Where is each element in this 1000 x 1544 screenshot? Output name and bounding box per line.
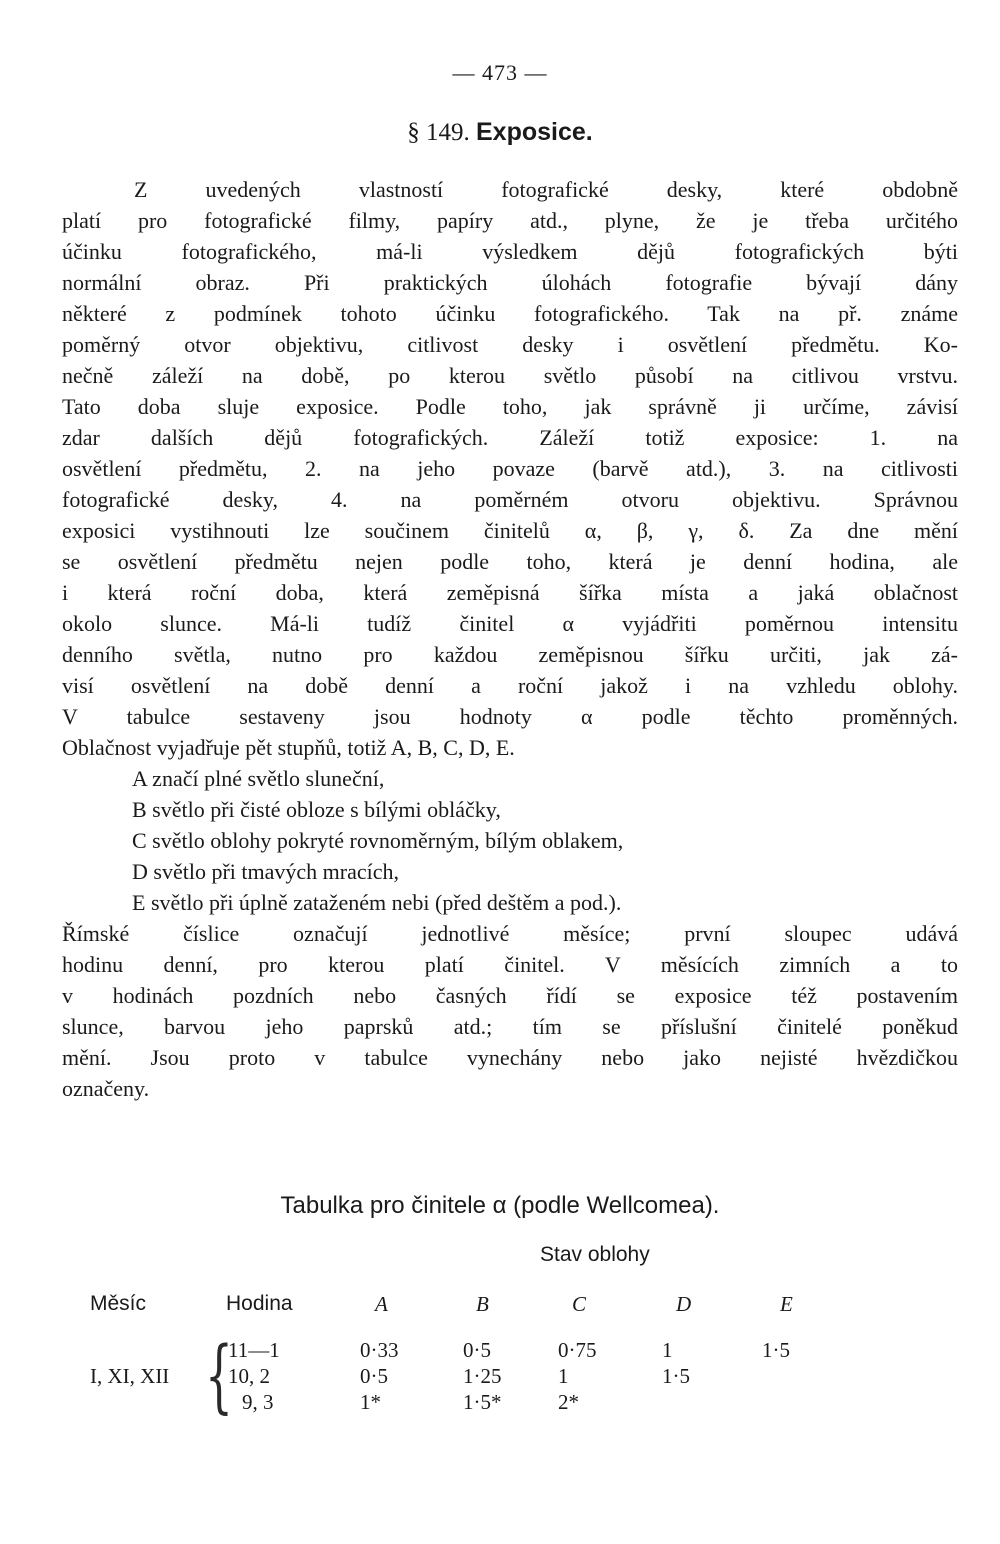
page-number: — 473 — bbox=[452, 60, 548, 85]
table-header-b: B bbox=[476, 1292, 489, 1316]
table-brace: { bbox=[205, 1329, 233, 1422]
table-cell-c: 0·75 bbox=[558, 1338, 597, 1362]
text-line: exposici vystihnouti lze součinem činitelů α, β, γ, δ. Za dne mění bbox=[62, 518, 958, 543]
paragraph-roman-numerals bbox=[62, 918, 958, 1104]
text-line: platí pro fotografické filmy, papíry atd., plyne, že je třeba určitého bbox=[62, 208, 958, 233]
table-cell-d: 1·5 bbox=[662, 1364, 690, 1388]
text-line: označeny. bbox=[62, 1076, 150, 1101]
table-cell-e: 1·5 bbox=[762, 1338, 790, 1362]
table-cell-a: 0·5 bbox=[360, 1364, 388, 1388]
table-month-cell: I, XI, XII bbox=[90, 1364, 170, 1388]
sky-condition-list bbox=[62, 763, 958, 918]
text-line: okolo slunce. Má-li tudíž činitel α vyjádřiti poměrnou intensitu bbox=[62, 611, 958, 636]
table-cell-d: 1 bbox=[662, 1338, 673, 1362]
table-header-a: A bbox=[375, 1292, 388, 1316]
section-title: Exposice. bbox=[476, 118, 593, 146]
table-header-month: Měsíc bbox=[90, 1292, 147, 1315]
table-cell-a: 1* bbox=[360, 1390, 381, 1414]
text-line: slunce, barvou jeho paprsků atd.; tím se příslušní činitelé poněkud bbox=[62, 1014, 958, 1039]
text-line: nečně záleží na době, po kterou světlo působí na citlivou vrstvu. bbox=[62, 363, 958, 388]
text-line: fotografické desky, 4. na poměrném otvoru objektivu. Správnou bbox=[62, 487, 958, 512]
text-line: poměrný otvor objektivu, citlivost desky i osvětlení předmětu. Ko- bbox=[62, 332, 958, 357]
text-line: Tato doba sluje exposice. Podle toho, jak správně ji určíme, závisí bbox=[62, 394, 958, 419]
table-header-c: C bbox=[572, 1292, 587, 1316]
table-cell-a: 0·33 bbox=[360, 1338, 399, 1362]
table-title: Tabulka pro činitele α (podle Wellcomea). bbox=[280, 1192, 720, 1219]
table-header-e: E bbox=[780, 1292, 793, 1316]
sky-condition-item: E světlo při úplně zataženém nebi (před deštěm a pod.). bbox=[132, 890, 622, 915]
sky-condition-item: A značí plné světlo sluneční, bbox=[132, 766, 385, 791]
table-cell-b: 1·25 bbox=[463, 1364, 502, 1388]
table-cell-b: 0·5 bbox=[463, 1338, 491, 1362]
sky-condition-item: B světlo při čisté obloze s bílými obláčky, bbox=[132, 797, 501, 822]
text-line: V tabulce sestaveny jsou hodnoty α podle těchto proměnných. bbox=[62, 704, 958, 729]
table-cell-c: 2* bbox=[558, 1390, 579, 1414]
table-header-d: D bbox=[676, 1292, 692, 1316]
text-line: zdar dalších dějů fotografických. Záleží totiž exposice: 1. na bbox=[62, 425, 958, 450]
text-line: Římské číslice označují jednotlivé měsíce; první sloupec udává bbox=[62, 921, 958, 946]
sky-condition-item: C světlo oblohy pokryté rovnoměrným, bílým oblakem, bbox=[132, 828, 624, 853]
text-line: denního světla, nutno pro každou zeměpisnou šířku určiti, jak zá- bbox=[62, 642, 958, 667]
table-cell-b: 1·5* bbox=[463, 1390, 502, 1414]
text-line: Oblačnost vyjadřuje pět stupňů, totiž A, B, C, D, E. bbox=[62, 735, 515, 760]
text-line: Z uvedených vlastností fotografické desky, které obdobně bbox=[134, 177, 958, 202]
section-number: § 149. bbox=[407, 119, 470, 146]
text-line: osvětlení předmětu, 2. na jeho povaze (barvě atd.), 3. na citlivosti bbox=[62, 456, 958, 481]
paragraph-exposure-intro bbox=[62, 174, 958, 763]
text-line: normální obraz. Při praktických úlohách fotografie bývají dány bbox=[62, 270, 958, 295]
text-line: visí osvětlení na době denní a roční jakož i na vzhledu oblohy. bbox=[62, 673, 958, 698]
sky-condition-item: D světlo při tmavých mracích, bbox=[132, 859, 399, 884]
text-line: mění. Jsou proto v tabulce vynechány nebo jako nejisté hvězdičkou bbox=[62, 1045, 958, 1070]
text-line: v hodinách pozdních nebo časných řídí se exposice též postavením bbox=[62, 983, 958, 1008]
text-line: účinku fotografického, má-li výsledkem dějů fotografických býti bbox=[62, 239, 958, 264]
text-line: některé z podmínek tohoto účinku fotografického. Tak na př. známe bbox=[62, 301, 958, 326]
table-group-header: Stav oblohy bbox=[540, 1243, 650, 1266]
text-line: i která roční doba, která zeměpisná šířka místa a jaká oblačnost bbox=[62, 580, 958, 605]
text-line: se osvětlení předmětu nejen podle toho, která je denní hodina, ale bbox=[62, 549, 958, 574]
table-cell-hour: 11—1 bbox=[228, 1338, 280, 1362]
table-cell-hour: 10, 2 bbox=[228, 1364, 270, 1388]
table-header-hour: Hodina bbox=[226, 1292, 293, 1315]
body-text bbox=[62, 174, 958, 1104]
table-cell-c: 1 bbox=[558, 1364, 569, 1388]
section-heading bbox=[0, 118, 1000, 147]
table-cell-hour: 9, 3 bbox=[242, 1390, 274, 1414]
text-line: hodinu denní, pro kterou platí činitel. V měsících zimních a to bbox=[62, 952, 958, 977]
